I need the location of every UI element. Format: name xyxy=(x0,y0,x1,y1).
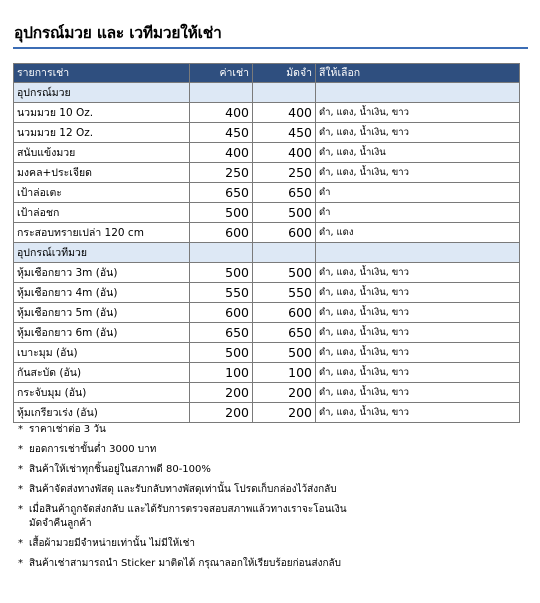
color-options-cell: ดำ, แดง, น้ำเงิน, ขาว xyxy=(316,403,520,423)
deposit-cell: 200 xyxy=(253,403,316,423)
deposit-cell: 500 xyxy=(253,343,316,363)
table-row xyxy=(14,283,520,303)
asterisk-marker: * xyxy=(18,464,23,475)
item-name-cell: มงคล+ประเจียด xyxy=(14,163,190,183)
color-options-cell: ดำ, แดง, น้ำเงิน, ขาว xyxy=(316,163,520,183)
asterisk-marker: * xyxy=(18,484,23,495)
item-name-cell: หุ้มเกรียวเร่ง (อัน) xyxy=(14,403,190,423)
item-name-cell: หุ้มเชือกยาว 4m (อัน) xyxy=(14,283,190,303)
rent-price-cell: 200 xyxy=(190,383,253,403)
deposit-cell: 100 xyxy=(253,363,316,383)
color-options-cell: ดำ, แดง, น้ำเงิน, ขาว xyxy=(316,283,520,303)
rent-price-cell: 500 xyxy=(190,203,253,223)
group-empty-cell xyxy=(190,83,253,103)
item-name-cell: กันสะบัด (อัน) xyxy=(14,363,190,383)
table-header-row xyxy=(14,64,520,83)
title-underline xyxy=(13,47,528,49)
rent-price-cell: 400 xyxy=(190,143,253,163)
header-deposit: มัดจำ xyxy=(253,64,316,83)
note-text: ราคาเช่าต่อ 3 วัน xyxy=(29,424,106,435)
rent-price-cell: 650 xyxy=(190,183,253,203)
color-options-cell: ดำ xyxy=(316,183,520,203)
color-options-cell: ดำ, แดง, น้ำเงิน, ขาว xyxy=(316,363,520,383)
deposit-cell: 650 xyxy=(253,183,316,203)
deposit-cell: 250 xyxy=(253,163,316,183)
color-options-cell: ดำ xyxy=(316,203,520,223)
rent-price-cell: 250 xyxy=(190,163,253,183)
note-text: สินค้าจัดส่งทางพัสดุ และรับกลับทางพัสดุเท่านั้น โปรดเก็บกล่องไว้ส่งกลับ xyxy=(29,484,337,495)
asterisk-marker: * xyxy=(18,538,23,549)
deposit-cell: 450 xyxy=(253,123,316,143)
rent-price-cell: 650 xyxy=(190,323,253,343)
item-name-cell: กระสอบทรายเปล่า 120 cm xyxy=(14,223,190,243)
table-row xyxy=(14,363,520,383)
item-name-cell: นวมมวย 12 Oz. xyxy=(14,123,190,143)
table-row xyxy=(14,103,520,123)
note-item xyxy=(18,503,523,531)
table-group-row xyxy=(14,83,520,103)
deposit-cell: 550 xyxy=(253,283,316,303)
note-item xyxy=(18,557,523,571)
note-text: เสื้อผ้ามวยมีจำหน่ายเท่านั้น ไม่มีให้เช่า xyxy=(29,538,196,549)
table-row xyxy=(14,323,520,343)
deposit-cell: 650 xyxy=(253,323,316,343)
group-empty-cell xyxy=(316,243,520,263)
table-row xyxy=(14,403,520,423)
color-options-cell: ดำ, แดง, น้ำเงิน, ขาว xyxy=(316,263,520,283)
deposit-cell: 200 xyxy=(253,383,316,403)
rent-price-cell: 450 xyxy=(190,123,253,143)
deposit-cell: 600 xyxy=(253,303,316,323)
rent-price-cell: 200 xyxy=(190,403,253,423)
item-name-cell: เบาะมุม (อัน) xyxy=(14,343,190,363)
rent-price-cell: 550 xyxy=(190,283,253,303)
table-body xyxy=(14,83,520,423)
note-item xyxy=(18,483,523,497)
table-row xyxy=(14,263,520,283)
table-group-row xyxy=(14,243,520,263)
note-text: สินค้าให้เช่าทุกชิ้นอยู่ในสภาพดี 80-100% xyxy=(29,464,211,475)
color-options-cell: ดำ, แดง, น้ำเงิน xyxy=(316,143,520,163)
color-options-cell: ดำ, แดง, น้ำเงิน, ขาว xyxy=(316,103,520,123)
asterisk-marker: * xyxy=(18,424,23,435)
notes-list xyxy=(18,423,523,577)
rent-price-cell: 400 xyxy=(190,103,253,123)
item-name-cell: หุ้มเชือกยาว 5m (อัน) xyxy=(14,303,190,323)
group-empty-cell xyxy=(316,83,520,103)
table-row xyxy=(14,203,520,223)
header-item: รายการเช่า xyxy=(14,64,190,83)
rent-price-cell: 500 xyxy=(190,263,253,283)
deposit-cell: 500 xyxy=(253,263,316,283)
table-row xyxy=(14,163,520,183)
deposit-cell: 600 xyxy=(253,223,316,243)
item-name-cell: หุ้มเชือกยาว 6m (อัน) xyxy=(14,323,190,343)
note-text: สินค้าเช่าสามารถนำ Sticker มาติดได้ กรุณาลอกให้เรียบร้อยก่อนส่งกลับ xyxy=(29,558,341,569)
color-options-cell: ดำ, แดง, น้ำเงิน, ขาว xyxy=(316,123,520,143)
note-text: เมื่อสินค้าถูกจัดส่งกลับ และได้รับการตรวจสอบสภาพแล้วทางเราจะโอนเงิน มัดจำคืนลูกค้า xyxy=(29,504,347,529)
note-item xyxy=(18,463,523,477)
header-colors: สีให้เลือก xyxy=(316,64,520,83)
table-row xyxy=(14,143,520,163)
group-empty-cell xyxy=(190,243,253,263)
item-name-cell: กระจับมุม (อัน) xyxy=(14,383,190,403)
group-empty-cell xyxy=(253,83,316,103)
header-rent: ค่าเช่า xyxy=(190,64,253,83)
table-row xyxy=(14,383,520,403)
deposit-cell: 400 xyxy=(253,103,316,123)
group-label: อุปกรณ์เวทีมวย xyxy=(14,243,190,263)
table-row xyxy=(14,123,520,143)
rent-price-cell: 600 xyxy=(190,223,253,243)
group-label: อุปกรณ์มวย xyxy=(14,83,190,103)
table-row xyxy=(14,303,520,323)
table-row xyxy=(14,343,520,363)
deposit-cell: 500 xyxy=(253,203,316,223)
page-title: อุปกรณ์มวย และ เวทีมวยให้เช่า xyxy=(14,24,222,42)
note-item xyxy=(18,537,523,551)
asterisk-marker: * xyxy=(18,444,23,455)
table-row xyxy=(14,183,520,203)
item-name-cell: หุ้มเชือกยาว 3m (อัน) xyxy=(14,263,190,283)
item-name-cell: นวมมวย 10 Oz. xyxy=(14,103,190,123)
asterisk-marker: * xyxy=(18,558,23,569)
item-name-cell: เป้าล่อชก xyxy=(14,203,190,223)
rent-price-cell: 100 xyxy=(190,363,253,383)
color-options-cell: ดำ, แดง, น้ำเงิน, ขาว xyxy=(316,323,520,343)
group-empty-cell xyxy=(253,243,316,263)
note-item xyxy=(18,443,523,457)
note-text: ยอดการเช่าขั้นต่ำ 3000 บาท xyxy=(29,444,157,455)
item-name-cell: สนับแข้งมวย xyxy=(14,143,190,163)
item-name-cell: เป้าล่อเตะ xyxy=(14,183,190,203)
table-row xyxy=(14,223,520,243)
color-options-cell: ดำ, แดง, น้ำเงิน, ขาว xyxy=(316,383,520,403)
color-options-cell: ดำ, แดง, น้ำเงิน, ขาว xyxy=(316,343,520,363)
rental-price-table xyxy=(13,63,520,423)
note-item xyxy=(18,423,523,437)
color-options-cell: ดำ, แดง, น้ำเงิน, ขาว xyxy=(316,303,520,323)
deposit-cell: 400 xyxy=(253,143,316,163)
rent-price-cell: 600 xyxy=(190,303,253,323)
color-options-cell: ดำ, แดง xyxy=(316,223,520,243)
asterisk-marker: * xyxy=(18,504,23,515)
rent-price-cell: 500 xyxy=(190,343,253,363)
